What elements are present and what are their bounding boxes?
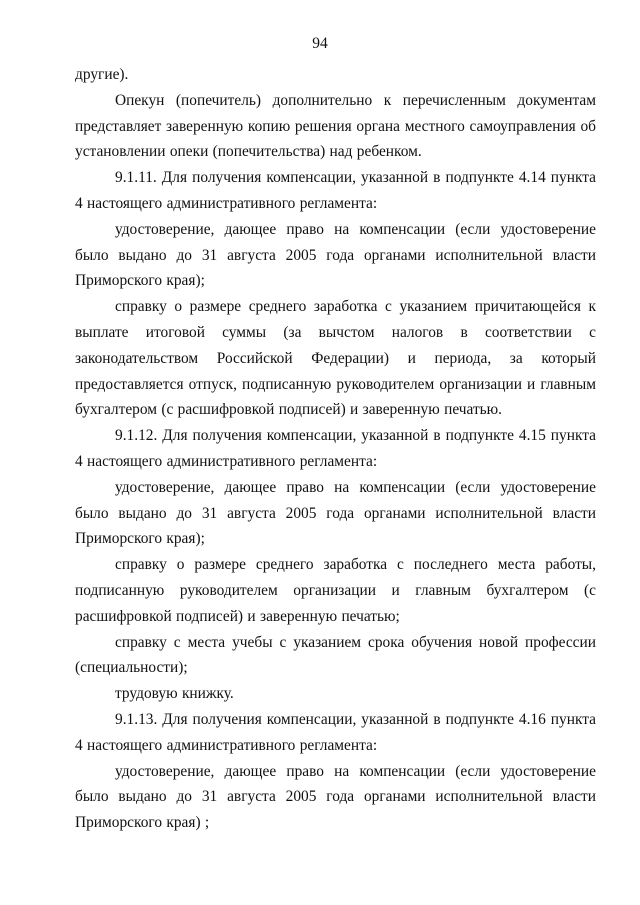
clause-9-1-12-heading: 9.1.12. Для получения компенсации, указанной в подпункте 4.15 пункта 4 настоящего административного регламента: [75, 427, 596, 470]
clause-9-1-11-certificate: удостоверение, дающее право на компенсации (если удостоверение было выдано до 31 августа 2005 года органами исполнительной власти Приморского края); [75, 220, 596, 290]
clause-9-1-12-certificate: удостоверение, дающее право на компенсации (если удостоверение было выдано до 31 августа 2005 года органами исполнительной власти Приморского края); [75, 478, 596, 548]
clause-9-1-11-heading: 9.1.11. Для получения компенсации, указанной в подпункте 4.14 пункта 4 настоящего административного регламента: [75, 169, 596, 212]
clause-9-1-13-heading: 9.1.13. Для получения компенсации, указанной в подпункте 4.16 пункта 4 настоящего административного регламента: [75, 710, 596, 754]
paragraph-guardian-note: Опекун (попечитель) дополнительно к перечисленным документам представляет заверенную копию решения органа местного самоуправления об установлении опеки (попечительства) над ребенком. [75, 91, 596, 161]
clause-9-1-12-work-book: трудовую книжку. [115, 685, 234, 703]
clause-9-1-13-certificate: удостоверение, дающее право на компенсации (если удостоверение было выдано до 31 августа 2005 года органами исполнительной власти Приморского края) ; [75, 762, 596, 832]
clause-9-1-12-study-certificate: справку с места учебы с указанием срока обучения новой профессии (специальности); [75, 633, 596, 677]
clause-9-1-11-salary-certificate: справку о размере среднего заработка с указанием причитающейся к выплате итоговой суммы (за вычстом налогов в соответствии с законодательством Российской Федерации) и периода, за который предоставляется отпуск, подписанную руководителем организации и главным бухгалтером (с расшифровкой подписей) и заверенную печатью. [75, 298, 596, 419]
page-number: 94 [312, 35, 328, 52]
paragraph-continuation: другие). [75, 66, 129, 83]
clause-9-1-12-salary-certificate: справку о размере среднего заработка с последнего места работы, подписанную руководителем организации и главным бухгалтером (с расшифровкой подписей) и заверенную печатью; [75, 556, 596, 625]
document-body [75, 62, 596, 836]
